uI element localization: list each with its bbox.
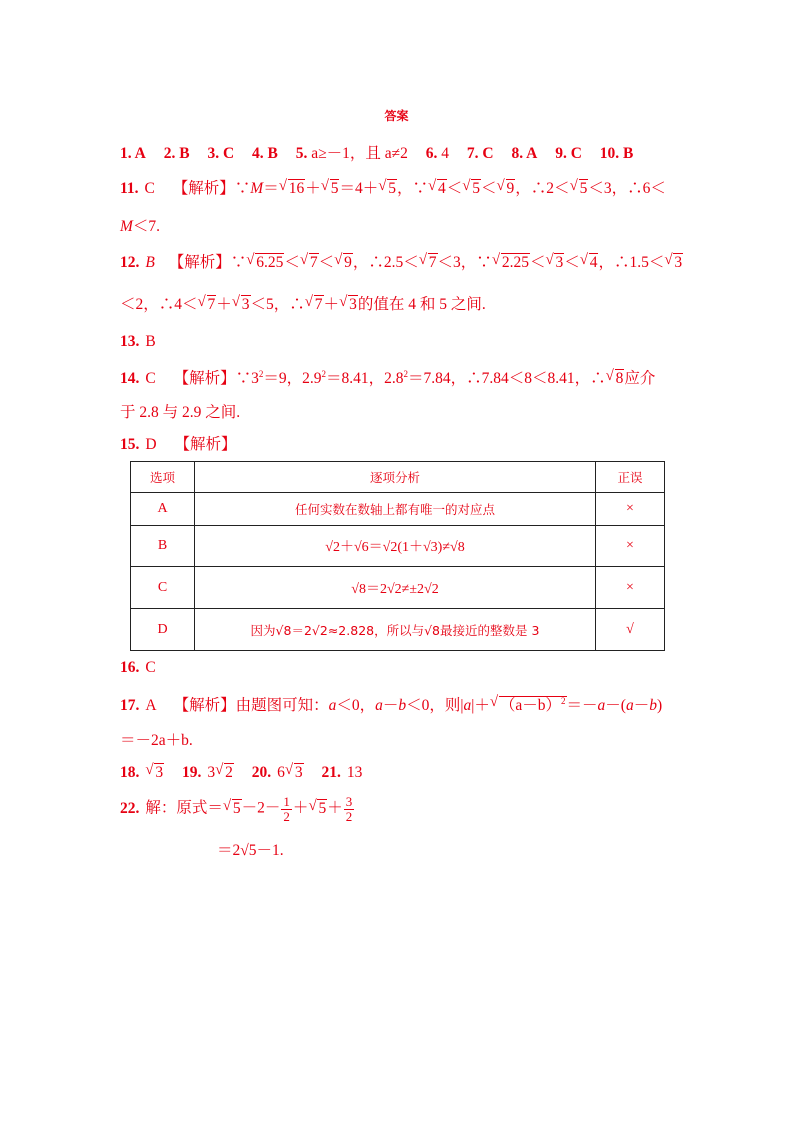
q11-line-2: M＜7. [120, 218, 161, 235]
q11-line-1: 11. C 【解析】∵M＝√ 16＋√ 5＝4＋√ 5，∵√ 4＜√ 5＜√ 9，∴2＜√ 5＜3，∴6＜ [120, 181, 666, 197]
answer-item: 6. 4 [425, 145, 450, 162]
answer-item: 5. a≥－1，且 a≠2 [295, 145, 408, 162]
q14-line-2: 于 2.8 与 2.9 之间. [120, 404, 241, 421]
page-title: 答案 [384, 109, 409, 123]
row-option: D [131, 609, 195, 651]
row-option: C [131, 567, 195, 609]
row-verdict: × [596, 567, 665, 609]
table-header-row [131, 462, 665, 493]
answer-item: 1. A [120, 145, 146, 162]
answer-item: 10. B [599, 145, 634, 162]
q12-line-2: ＜2，∴4＜√ 7＋√ 3＜5，∴√ 7＋√ 3的值在 4 和 5 之间. [120, 297, 486, 313]
answer-item: 2. B [163, 145, 190, 162]
q17-line-1: 17. A 【解析】由题图可知：a＜0，a－b＜0，则|a|＋√ $(a-b)^2=-a-(a-b)$ [120, 697, 662, 714]
row-option: A [131, 493, 195, 526]
q17-line-2: ＝－2a＋b. [120, 732, 193, 749]
q15-line: 15. D 【解析】 [120, 436, 237, 453]
table-row [131, 493, 665, 526]
row-analysis: 因为√8＝2√2≈2.828，所以与√8最接近的整数是 3 [195, 609, 596, 651]
answers-line-1-10 [120, 146, 633, 162]
answers-line-18-21: 18.√ 3 19. 3√ 2 20. 6√ 3 21. 13 [120, 765, 362, 781]
answer-item: 3. C [207, 145, 235, 162]
row-analysis: 任何实数在数轴上都有唯一的对应点 [195, 493, 596, 526]
answer-item: 9. C [555, 145, 582, 162]
q12-line-1: 12. B 【解析】∵√ 6.25＜√ 7＜√ 9，∴2.5＜√ 7＜3，∵√ 2.25＜√ 3＜√ 4，∴1.5＜√ 3 [120, 255, 683, 271]
table-row [131, 609, 665, 651]
row-verdict: √ [596, 609, 665, 651]
answer-item: 8. A [511, 145, 538, 162]
answer-item: 4. B [252, 145, 278, 162]
q22-line-2: ＝2√5－1. [217, 842, 284, 859]
header-option: 选项 [131, 462, 195, 493]
table-row [131, 567, 665, 609]
q16-line: 16. C [120, 659, 156, 676]
header-analysis: 逐项分析 [195, 462, 596, 493]
q13-line: 13. B [120, 333, 156, 350]
answer-item: 7. C [466, 145, 494, 162]
row-analysis: √2＋√6＝√2(1＋√3)≠√8 [195, 526, 596, 567]
q14-line-1: 14. C 【解析】$\because 3^2=9$，$2.9^2=8.41$，$2.8^2=7.84$，∴7.84＜8＜8.41，∴√ 8应介 [120, 370, 655, 387]
row-analysis: √8＝2√2≠±2√2 [195, 567, 596, 609]
analysis-table [130, 461, 665, 651]
row-option: B [131, 526, 195, 567]
row-verdict: × [596, 526, 665, 567]
q22-line-1: 22. 解：原式＝√ 5－2－ $\frac{1}{2}$ ＋√ 5＋ $\frac{3}{2}$ [120, 795, 355, 823]
header-verdict: 正误 [596, 462, 665, 493]
table-row [131, 526, 665, 567]
row-verdict: × [596, 493, 665, 526]
